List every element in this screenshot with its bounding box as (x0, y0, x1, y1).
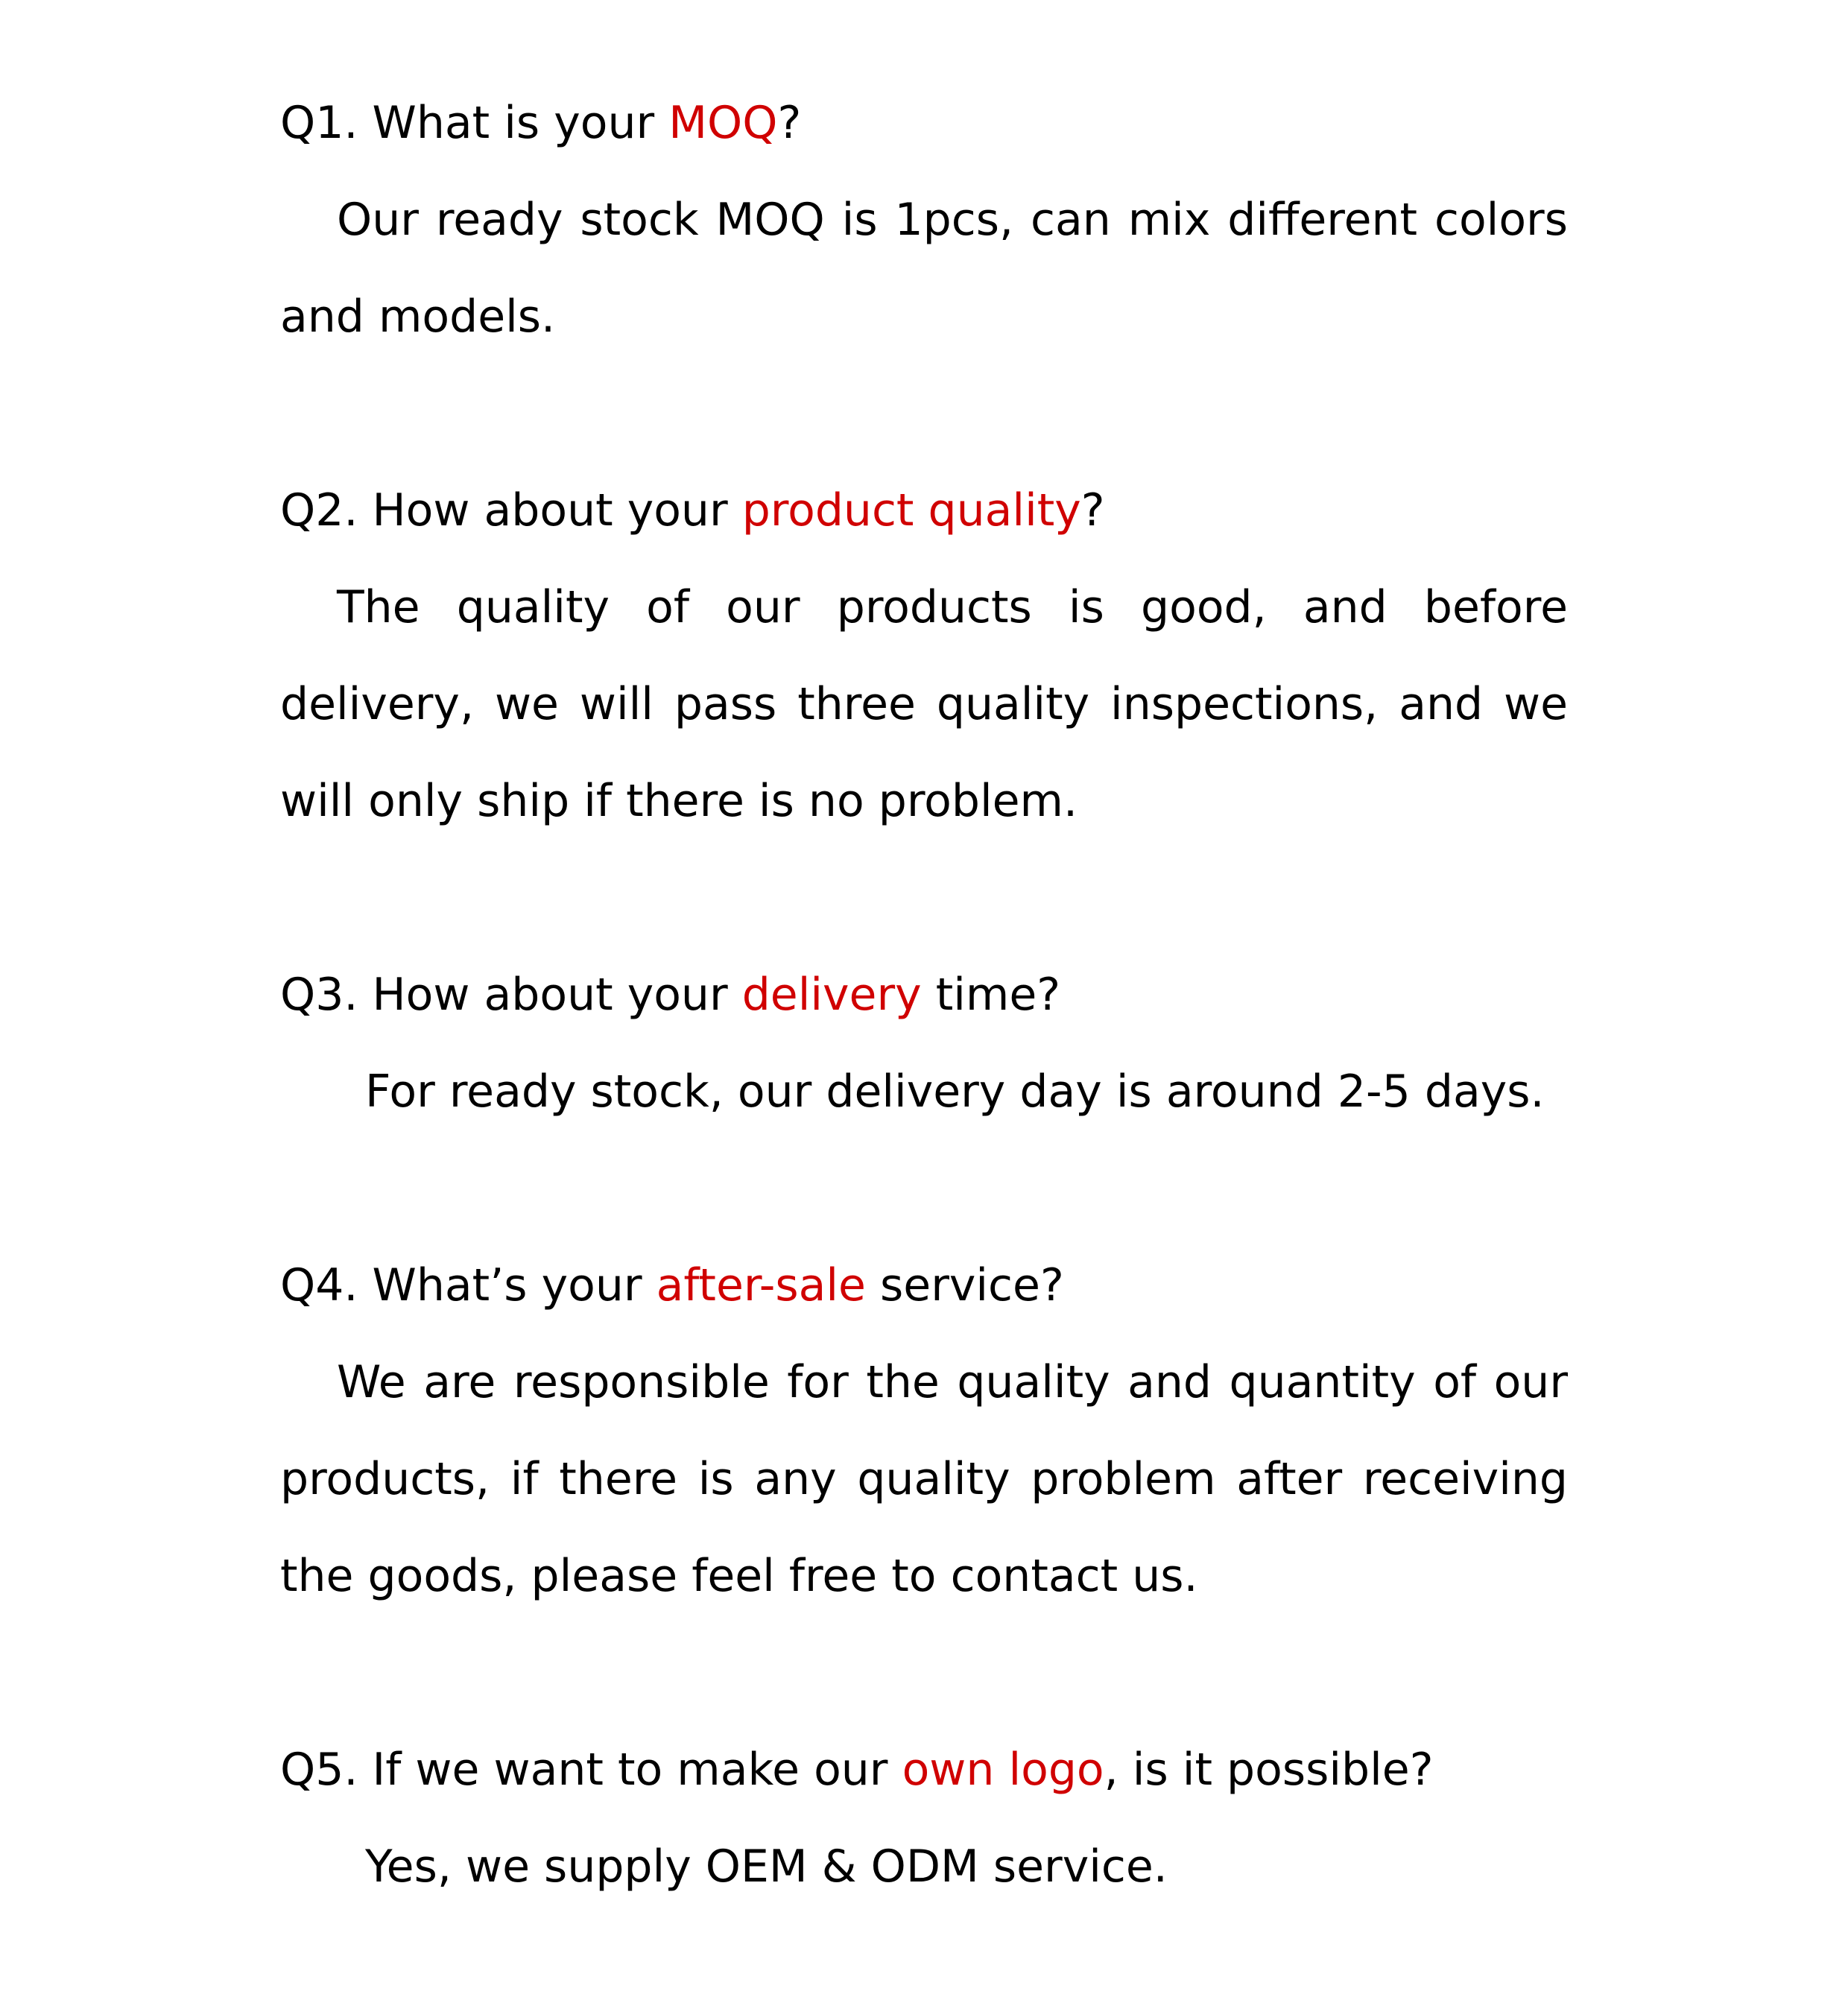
faq-item-1 (280, 75, 1568, 365)
faq-answer-5: Yes, we supply OEM & ODM service. (365, 1841, 1168, 1893)
faq-item-3 (280, 946, 1568, 1140)
faq-answer-4: We are responsible for the quality and quantity of our products, if there is any quality problem after receiving the goods, please feel free to contact us. (280, 1356, 1568, 1602)
faq-question-3 (280, 946, 1568, 1043)
faq-question-5 (280, 1721, 1568, 1818)
faq-answer-2: The quality of our products is good, and before delivery, we will pass three quality inspections, and we will only ship if there is no problem. (280, 581, 1568, 827)
faq-question-2 (280, 462, 1568, 559)
question-highlight: own logo (902, 1744, 1104, 1796)
faq-question-4 (280, 1237, 1568, 1334)
faq-question-1 (280, 75, 1568, 171)
question-text: ? (1080, 484, 1105, 537)
question-text: time? (921, 969, 1061, 1021)
question-text: Q5. If we want to make our (280, 1744, 902, 1796)
spacer (280, 1624, 1568, 1721)
spacer (280, 1140, 1568, 1237)
question-text: , is it possible? (1104, 1744, 1434, 1796)
faq-item-4 (280, 1237, 1568, 1624)
faq-answer-1: Our ready stock MOQ is 1pcs, can mix different colors and models. (280, 194, 1568, 343)
question-highlight: MOQ (668, 97, 778, 149)
question-text: Q3. How about your (280, 969, 742, 1021)
question-text: service? (865, 1259, 1064, 1311)
question-text: ? (777, 97, 802, 149)
question-highlight: delivery (741, 969, 922, 1021)
faq-item-5 (280, 1721, 1568, 1915)
question-text: Q1. What is your (280, 97, 669, 149)
question-text: Q4. What’s your (280, 1259, 656, 1311)
question-text: Q2. How about your (280, 484, 742, 537)
spacer (280, 365, 1568, 462)
faq-list (280, 75, 1568, 1915)
question-highlight: after-sale (656, 1259, 866, 1311)
question-highlight: product quality (741, 484, 1081, 537)
faq-item-2 (280, 462, 1568, 849)
faq-answer-3: For ready stock, our delivery day is around 2-5 days. (365, 1066, 1545, 1118)
spacer (280, 849, 1568, 946)
